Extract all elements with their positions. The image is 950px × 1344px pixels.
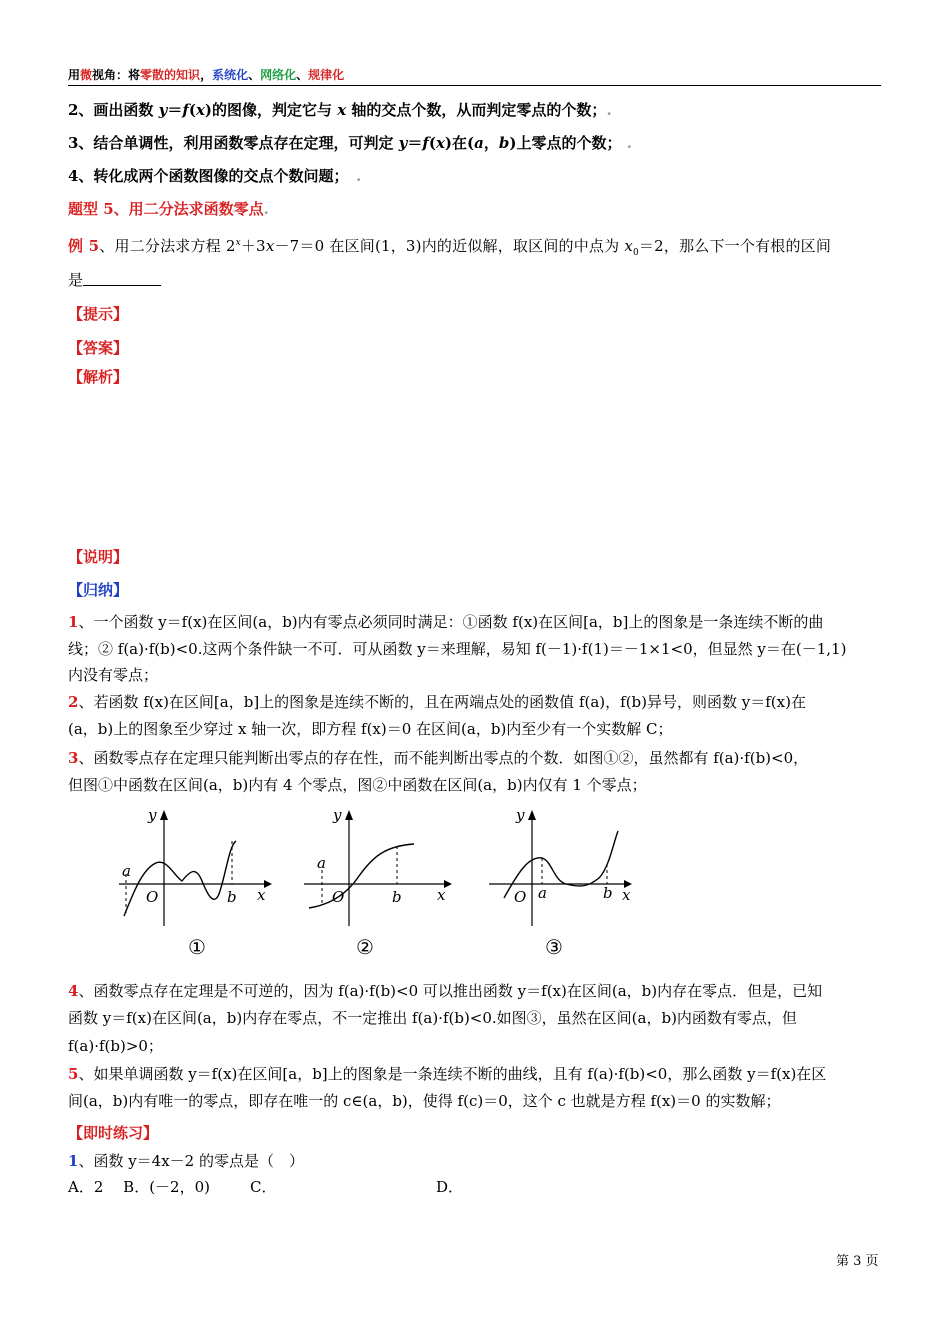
method-step-4: 4、转化成两个函数图像的交点个数问题； . (68, 167, 362, 185)
header-highlight: 网络化 (260, 68, 297, 82)
label-x: x (257, 886, 266, 904)
curve-1 (124, 841, 236, 916)
header-highlight: 零散的知识 (140, 68, 201, 82)
example-label: 例 5 (68, 237, 100, 255)
y-axis-arrow (345, 810, 353, 820)
label-y: y (516, 806, 525, 824)
summary-point-5-line2: 间(a，b)内有唯一的零点，即存在唯一的 c∈(a，b)，使得 f(c)＝0，这个 c 也就是方程 f(x)＝0 的实数解； (68, 1092, 781, 1110)
header-text: 、 (248, 68, 261, 82)
label-x: x (622, 886, 631, 904)
header-text: 视角：将 (92, 68, 141, 82)
y-axis-arrow (160, 810, 168, 820)
summary-point-1-line3: 内没有零点； (68, 666, 159, 684)
method-step-2: 2、画出函数 y＝f(x)的图像，判定它与 x 轴的交点个数，从而判定零点的个数；. (68, 101, 612, 119)
summary-point-1-line2: 线；② f(a)·f(b)<0.这两个条件缺一不可．可从函数 y＝来理解，易知 f(－1)·f(1)＝－1×1<0，但显然 y＝在(－1,1) (68, 640, 847, 658)
label-o: O (332, 888, 345, 906)
page-number: 第 3 页 (836, 1254, 879, 1269)
section-title-type5: 题型 5、用二分法求函数零点. (68, 200, 269, 218)
header-text: ， (200, 68, 213, 82)
example-5-question: 例 5、用二分法求方程 $2^x+3x-7=0$ 在区间(1，3)内的近似解，取区间的中点为 $x_0=2$，那么下一个有根的区间 (68, 237, 832, 258)
caption-2: ② (356, 935, 374, 959)
summary-point-2: 2、若函数 f(x)在区间[a，b]上的图象是连续不断的，且在两端点处的函数值 f(a)，f(b)异号，则函数 y＝f(x)在 (68, 693, 806, 711)
option-a[interactable]: A．2 (68, 1178, 104, 1196)
label-b: b (603, 884, 613, 902)
summary-point-3: 3、函数零点存在定理只能判断出零点的存在性，而不能判断出零点的个数．如图①②，虽然都有 f(a)·f(b)<0， (68, 749, 809, 767)
hint-tag: 【提示】 (68, 305, 129, 323)
summary-point-4-line3: f(a)·f(b)>0； (68, 1037, 163, 1055)
label-b: b (392, 888, 402, 906)
label-o: O (514, 888, 527, 906)
page-header (68, 66, 344, 83)
option-d[interactable]: D． (436, 1178, 464, 1196)
summary-point-3-line2: 但图①中函数在区间(a，b)内有 4 个零点，图②中函数在区间(a，b)内仅有 1 个零点； (68, 776, 647, 794)
label-y: y (148, 806, 157, 824)
graph-3 (489, 806, 632, 959)
label-b: b (227, 888, 237, 906)
label-a: a (538, 884, 547, 902)
label-o: O (146, 888, 159, 906)
summary-point-5: 5、如果单调函数 y＝f(x)在区间[a，b]上的图象是一条连续不断的曲线，且有 f(a)·f(b)<0，那么函数 y＝f(x)在区 (68, 1065, 827, 1083)
function-graphs-figure (104, 806, 649, 976)
header-text: 、 (296, 68, 309, 82)
answer-tag: 【答案】 (68, 339, 129, 357)
header-text: 微 (80, 68, 93, 82)
caption-3: ③ (545, 935, 563, 959)
y-axis-arrow (528, 810, 536, 820)
option-c[interactable]: C． (250, 1178, 277, 1196)
practice-tag: 【即时练习】 (68, 1124, 159, 1142)
answer-blank (83, 271, 161, 286)
summary-point-2-line2: (a，b)上的图象至少穿过 x 轴一次，即方程 f(x)＝0 在区间(a，b)内至少有一个实数解 C； (68, 720, 673, 738)
practice-question-1: 1、函数 y＝4x－2 的零点是（ ） (68, 1152, 304, 1170)
analysis-tag: 【解析】 (68, 368, 129, 386)
header-highlight: 系统化 (212, 68, 249, 82)
example-5-answer-line: 是 (68, 270, 161, 290)
practice-options (68, 1177, 210, 1197)
caption-1: ① (188, 935, 206, 959)
graph-1 (119, 806, 272, 959)
label-x: x (437, 886, 446, 904)
method-step-3: 3、结合单调性，利用函数零点存在定理，可判定 y＝f(x)在(a，b)上零点的个数； . (68, 134, 632, 152)
header-highlight: 规律化 (308, 68, 345, 82)
note-tag: 【说明】 (68, 548, 129, 566)
graph-2 (304, 806, 452, 959)
option-b[interactable]: B．(－2，0) (123, 1178, 210, 1196)
summary-point-4: 4、函数零点存在定理是不可逆的，因为 f(a)·f(b)<0 可以推出函数 y＝f(x)在区间(a，b)内存在零点．但是，已知 (68, 982, 823, 1000)
header-divider (68, 85, 881, 86)
label-y: y (333, 806, 342, 824)
label-a: a (317, 854, 326, 872)
summary-point-4-line2: 函数 y＝f(x)在区间(a，b)内存在零点，不一定推出 f(a)·f(b)<0.如图③，虽然在区间(a，b)内函数有零点，但 (68, 1009, 797, 1027)
summary-point-1: 1、一个函数 y＝f(x)在区间(a，b)内有零点必须同时满足：①函数 f(x)在区间[a，b]上的图象是一条连续不断的曲 (68, 613, 824, 631)
label-a: a (122, 862, 131, 880)
header-text: 用 (68, 68, 81, 82)
summary-tag: 【归纳】 (68, 581, 129, 599)
